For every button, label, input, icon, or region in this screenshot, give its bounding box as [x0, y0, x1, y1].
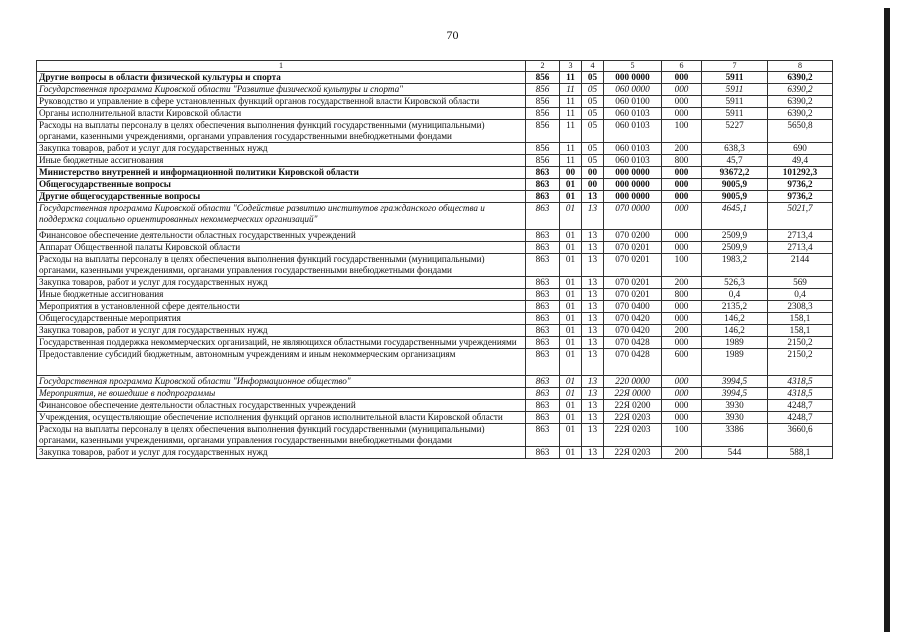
amount-col8: 2144	[768, 254, 833, 277]
header-cell: 3	[560, 61, 582, 72]
table-row	[37, 179, 833, 191]
target-article-code: 22Я 0203	[604, 447, 662, 459]
amount-col7: 45,7	[702, 155, 768, 167]
target-article-code: 000 0000	[604, 191, 662, 203]
subsection-code: 13	[582, 376, 604, 388]
amount-col8: 2713,4	[768, 230, 833, 242]
section-code: 01	[560, 254, 582, 277]
amount-col8: 4248,7	[768, 400, 833, 412]
amount-col8: 588,1	[768, 447, 833, 459]
item-name: Государственная программа Кировской области "Информационное общество"	[37, 376, 526, 388]
item-name: Расходы на выплаты персоналу в целях обеспечения выполнения функций государственными (муниципальными) органами, казенными учреждениями, органами управления государственными внебюджетными фондами	[37, 254, 526, 277]
subsection-code: 13	[582, 254, 604, 277]
table-row	[37, 72, 833, 84]
amount-col8: 6390,2	[768, 108, 833, 120]
subsection-code: 13	[582, 337, 604, 349]
table-row	[37, 301, 833, 313]
expense-type-code: 000	[662, 337, 702, 349]
expense-type-code: 000	[662, 313, 702, 325]
section-code: 01	[560, 289, 582, 301]
expense-type-code: 100	[662, 120, 702, 143]
expense-type-code: 000	[662, 72, 702, 84]
amount-col7: 146,2	[702, 313, 768, 325]
amount-col8: 690	[768, 143, 833, 155]
table-row	[37, 289, 833, 301]
amount-col8: 6390,2	[768, 84, 833, 96]
subsection-code: 05	[582, 120, 604, 143]
subsection-code: 13	[582, 325, 604, 337]
target-article-code: 060 0103	[604, 155, 662, 167]
item-name: Предоставление субсидий бюджетным, автономным учреждениям и иным некоммерческим организациям	[37, 349, 526, 376]
subsection-code: 13	[582, 301, 604, 313]
ministry-code: 856	[526, 120, 560, 143]
expense-type-code: 100	[662, 424, 702, 447]
header-cell: 6	[662, 61, 702, 72]
table-row	[37, 388, 833, 400]
ministry-code: 856	[526, 96, 560, 108]
item-name: Министерство внутренней и информационной политики Кировской области	[37, 167, 526, 179]
section-code: 01	[560, 301, 582, 313]
item-name: Государственная программа Кировской области "Развитие физической культуры и спорта"	[37, 84, 526, 96]
amount-col7: 3994,5	[702, 388, 768, 400]
ministry-code: 863	[526, 412, 560, 424]
ministry-code: 863	[526, 191, 560, 203]
target-article-code: 060 0103	[604, 120, 662, 143]
item-name: Учреждения, осуществляющие обеспечение исполнения функций органов исполнительной власти Кировской области	[37, 412, 526, 424]
amount-col7: 146,2	[702, 325, 768, 337]
expense-type-code: 000	[662, 388, 702, 400]
amount-col7: 3930	[702, 412, 768, 424]
amount-col7: 5911	[702, 96, 768, 108]
item-name: Расходы на выплаты персоналу в целях обеспечения выполнения функций государственными (муниципальными) органами, казенными учреждениями, органами управления государственными внебюджетными фондами	[37, 424, 526, 447]
ministry-code: 863	[526, 424, 560, 447]
section-code: 01	[560, 242, 582, 254]
amount-col7: 5911	[702, 108, 768, 120]
expense-type-code: 800	[662, 289, 702, 301]
item-name: Общегосударственные вопросы	[37, 179, 526, 191]
section-code: 01	[560, 349, 582, 376]
ministry-code: 863	[526, 167, 560, 179]
section-code: 01	[560, 179, 582, 191]
item-name: Руководство и управление в сфере установленных функций органов государственной власти Кировской области	[37, 96, 526, 108]
expense-type-code: 800	[662, 155, 702, 167]
amount-col7: 3994,5	[702, 376, 768, 388]
subsection-code: 05	[582, 84, 604, 96]
section-code: 11	[560, 120, 582, 143]
header-cell: 5	[604, 61, 662, 72]
amount-col7: 4645,1	[702, 203, 768, 230]
target-article-code: 060 0000	[604, 84, 662, 96]
amount-col8: 2150,2	[768, 349, 833, 376]
table-row	[37, 203, 833, 230]
amount-col7: 638,3	[702, 143, 768, 155]
item-name: Закупка товаров, работ и услуг для государственных нужд	[37, 447, 526, 459]
item-name: Мероприятия, не вошедшие в подпрограммы	[37, 388, 526, 400]
section-code: 01	[560, 412, 582, 424]
amount-col8: 49,4	[768, 155, 833, 167]
expense-type-code: 000	[662, 230, 702, 242]
section-code: 01	[560, 313, 582, 325]
table-row	[37, 424, 833, 447]
table-row	[37, 447, 833, 459]
target-article-code: 000 0000	[604, 179, 662, 191]
ministry-code: 863	[526, 289, 560, 301]
table-row	[37, 191, 833, 203]
target-article-code: 070 0420	[604, 313, 662, 325]
amount-col7: 3930	[702, 400, 768, 412]
table-row	[37, 325, 833, 337]
table-row	[37, 108, 833, 120]
item-name: Расходы на выплаты персоналу в целях обеспечения выполнения функций государственными (муниципальными) органами, казенными учреждениями, органами управления государственными внебюджетными фондами	[37, 120, 526, 143]
target-article-code: 220 0000	[604, 376, 662, 388]
section-code: 01	[560, 325, 582, 337]
ministry-code: 863	[526, 349, 560, 376]
target-article-code: 070 0428	[604, 349, 662, 376]
scan-edge-bar	[884, 8, 890, 632]
table-row	[37, 277, 833, 289]
ministry-code: 856	[526, 72, 560, 84]
target-article-code: 060 0103	[604, 143, 662, 155]
subsection-code: 13	[582, 349, 604, 376]
ministry-code: 863	[526, 400, 560, 412]
section-code: 01	[560, 447, 582, 459]
subsection-code: 00	[582, 179, 604, 191]
subsection-code: 05	[582, 143, 604, 155]
target-article-code: 070 0201	[604, 254, 662, 277]
page-number: 70	[446, 28, 459, 42]
amount-col7: 93672,2	[702, 167, 768, 179]
subsection-code: 00	[582, 167, 604, 179]
subsection-code: 13	[582, 230, 604, 242]
subsection-code: 05	[582, 96, 604, 108]
expense-type-code: 000	[662, 301, 702, 313]
amount-col8: 3660,6	[768, 424, 833, 447]
header-cell: 7	[702, 61, 768, 72]
amount-col7: 2135,2	[702, 301, 768, 313]
amount-col7: 0,4	[702, 289, 768, 301]
amount-col7: 9005,9	[702, 179, 768, 191]
ministry-code: 863	[526, 313, 560, 325]
expense-type-code: 000	[662, 96, 702, 108]
table-row	[37, 120, 833, 143]
table-row	[37, 254, 833, 277]
header-row	[37, 61, 833, 72]
amount-col8: 158,1	[768, 313, 833, 325]
header-cell: 4	[582, 61, 604, 72]
ministry-code: 856	[526, 84, 560, 96]
expense-type-code: 600	[662, 349, 702, 376]
section-code: 01	[560, 424, 582, 447]
expense-type-code: 200	[662, 143, 702, 155]
ministry-code: 863	[526, 242, 560, 254]
subsection-code: 05	[582, 108, 604, 120]
table-row	[37, 155, 833, 167]
amount-col7: 2509,9	[702, 242, 768, 254]
section-code: 11	[560, 143, 582, 155]
amount-col8: 2308,3	[768, 301, 833, 313]
section-code: 01	[560, 277, 582, 289]
section-code: 01	[560, 376, 582, 388]
amount-col8: 101292,3	[768, 167, 833, 179]
item-name: Государственная программа Кировской области "Содействие развитию институтов гражданского общества и поддержка социально ориентированных некоммерческих организаций"	[37, 203, 526, 230]
section-code: 11	[560, 84, 582, 96]
target-article-code: 070 0400	[604, 301, 662, 313]
expense-type-code: 000	[662, 242, 702, 254]
subsection-code: 13	[582, 191, 604, 203]
table-row	[37, 412, 833, 424]
item-name: Другие общегосударственные вопросы	[37, 191, 526, 203]
amount-col8: 9736,2	[768, 191, 833, 203]
table-row	[37, 84, 833, 96]
expense-type-code: 000	[662, 376, 702, 388]
expense-type-code: 100	[662, 254, 702, 277]
header-cell: 8	[768, 61, 833, 72]
table-row	[37, 242, 833, 254]
amount-col8: 158,1	[768, 325, 833, 337]
table-row	[37, 167, 833, 179]
table-row	[37, 313, 833, 325]
subsection-code: 13	[582, 412, 604, 424]
ministry-code: 863	[526, 230, 560, 242]
item-name: Иные бюджетные ассигнования	[37, 155, 526, 167]
amount-col8: 5021,7	[768, 203, 833, 230]
item-name: Органы исполнительной власти Кировской области	[37, 108, 526, 120]
table-row	[37, 376, 833, 388]
ministry-code: 856	[526, 108, 560, 120]
section-code: 11	[560, 96, 582, 108]
item-name: Закупка товаров, работ и услуг для государственных нужд	[37, 143, 526, 155]
item-name: Аппарат Общественной палаты Кировской области	[37, 242, 526, 254]
amount-col7: 5911	[702, 72, 768, 84]
target-article-code: 070 0428	[604, 337, 662, 349]
amount-col8: 4248,7	[768, 412, 833, 424]
subsection-code: 13	[582, 400, 604, 412]
amount-col7: 9005,9	[702, 191, 768, 203]
amount-col7: 5911	[702, 84, 768, 96]
amount-col8: 9736,2	[768, 179, 833, 191]
expense-type-code: 200	[662, 447, 702, 459]
ministry-code: 863	[526, 337, 560, 349]
target-article-code: 22Я 0203	[604, 424, 662, 447]
amount-col7: 526,3	[702, 277, 768, 289]
amount-col7: 2509,9	[702, 230, 768, 242]
budget-table	[36, 60, 833, 459]
target-article-code: 070 0201	[604, 242, 662, 254]
item-name: Государственная поддержка некоммерческих организаций, не являющихся областными государственными учреждениями	[37, 337, 526, 349]
amount-col8: 569	[768, 277, 833, 289]
section-code: 01	[560, 337, 582, 349]
section-code: 11	[560, 108, 582, 120]
table-row	[37, 337, 833, 349]
section-code: 01	[560, 230, 582, 242]
expense-type-code: 000	[662, 412, 702, 424]
subsection-code: 05	[582, 72, 604, 84]
subsection-code: 05	[582, 155, 604, 167]
ministry-code: 856	[526, 155, 560, 167]
subsection-code: 13	[582, 203, 604, 230]
subsection-code: 13	[582, 242, 604, 254]
ministry-code: 863	[526, 203, 560, 230]
ministry-code: 863	[526, 254, 560, 277]
amount-col7: 1983,2	[702, 254, 768, 277]
amount-col7: 1989	[702, 337, 768, 349]
target-article-code: 070 0000	[604, 203, 662, 230]
target-article-code: 070 0200	[604, 230, 662, 242]
amount-col8: 2713,4	[768, 242, 833, 254]
item-name: Общегосударственные мероприятия	[37, 313, 526, 325]
section-code: 01	[560, 400, 582, 412]
item-name: Иные бюджетные ассигнования	[37, 289, 526, 301]
ministry-code: 863	[526, 325, 560, 337]
amount-col7: 1989	[702, 349, 768, 376]
target-article-code: 22Я 0000	[604, 388, 662, 400]
amount-col8: 0,4	[768, 289, 833, 301]
item-name: Закупка товаров, работ и услуг для государственных нужд	[37, 325, 526, 337]
table-body	[37, 72, 833, 459]
header-cell: 2	[526, 61, 560, 72]
target-article-code: 22Я 0203	[604, 412, 662, 424]
target-article-code: 22Я 0200	[604, 400, 662, 412]
section-code: 01	[560, 191, 582, 203]
subsection-code: 13	[582, 447, 604, 459]
table-row	[37, 349, 833, 376]
section-code: 01	[560, 203, 582, 230]
subsection-code: 13	[582, 424, 604, 447]
item-name: Другие вопросы в области физической культуры и спорта	[37, 72, 526, 84]
expense-type-code: 200	[662, 277, 702, 289]
target-article-code: 070 0201	[604, 289, 662, 301]
item-name: Мероприятия в установленной сфере деятельности	[37, 301, 526, 313]
subsection-code: 13	[582, 277, 604, 289]
amount-col8: 5650,8	[768, 120, 833, 143]
expense-type-code: 000	[662, 400, 702, 412]
amount-col7: 3386	[702, 424, 768, 447]
section-code: 01	[560, 388, 582, 400]
target-article-code: 000 0000	[604, 167, 662, 179]
subsection-code: 13	[582, 313, 604, 325]
target-article-code: 000 0000	[604, 72, 662, 84]
target-article-code: 060 0103	[604, 108, 662, 120]
item-name: Финансовое обеспечение деятельности областных государственных учреждений	[37, 400, 526, 412]
amount-col8: 4318,5	[768, 388, 833, 400]
target-article-code: 060 0100	[604, 96, 662, 108]
target-article-code: 070 0201	[604, 277, 662, 289]
target-article-code: 070 0420	[604, 325, 662, 337]
ministry-code: 856	[526, 143, 560, 155]
section-code: 00	[560, 167, 582, 179]
subsection-code: 13	[582, 388, 604, 400]
expense-type-code: 000	[662, 84, 702, 96]
ministry-code: 863	[526, 179, 560, 191]
item-name: Закупка товаров, работ и услуг для государственных нужд	[37, 277, 526, 289]
amount-col8: 6390,2	[768, 72, 833, 84]
ministry-code: 863	[526, 376, 560, 388]
expense-type-code: 000	[662, 203, 702, 230]
amount-col7: 544	[702, 447, 768, 459]
header-cell: 1	[37, 61, 526, 72]
subsection-code: 13	[582, 289, 604, 301]
expense-type-code: 000	[662, 167, 702, 179]
amount-col8: 6390,2	[768, 96, 833, 108]
expense-type-code: 000	[662, 179, 702, 191]
amount-col7: 5227	[702, 120, 768, 143]
section-code: 11	[560, 155, 582, 167]
expense-type-code: 200	[662, 325, 702, 337]
table-row	[37, 143, 833, 155]
expense-type-code: 000	[662, 191, 702, 203]
expense-type-code: 000	[662, 108, 702, 120]
amount-col8: 2150,2	[768, 337, 833, 349]
ministry-code: 863	[526, 301, 560, 313]
ministry-code: 863	[526, 388, 560, 400]
section-code: 11	[560, 72, 582, 84]
ministry-code: 863	[526, 447, 560, 459]
amount-col8: 4318,5	[768, 376, 833, 388]
table-row	[37, 230, 833, 242]
table-row	[37, 400, 833, 412]
ministry-code: 863	[526, 277, 560, 289]
item-name: Финансовое обеспечение деятельности областных государственных учреждений	[37, 230, 526, 242]
table-row	[37, 96, 833, 108]
